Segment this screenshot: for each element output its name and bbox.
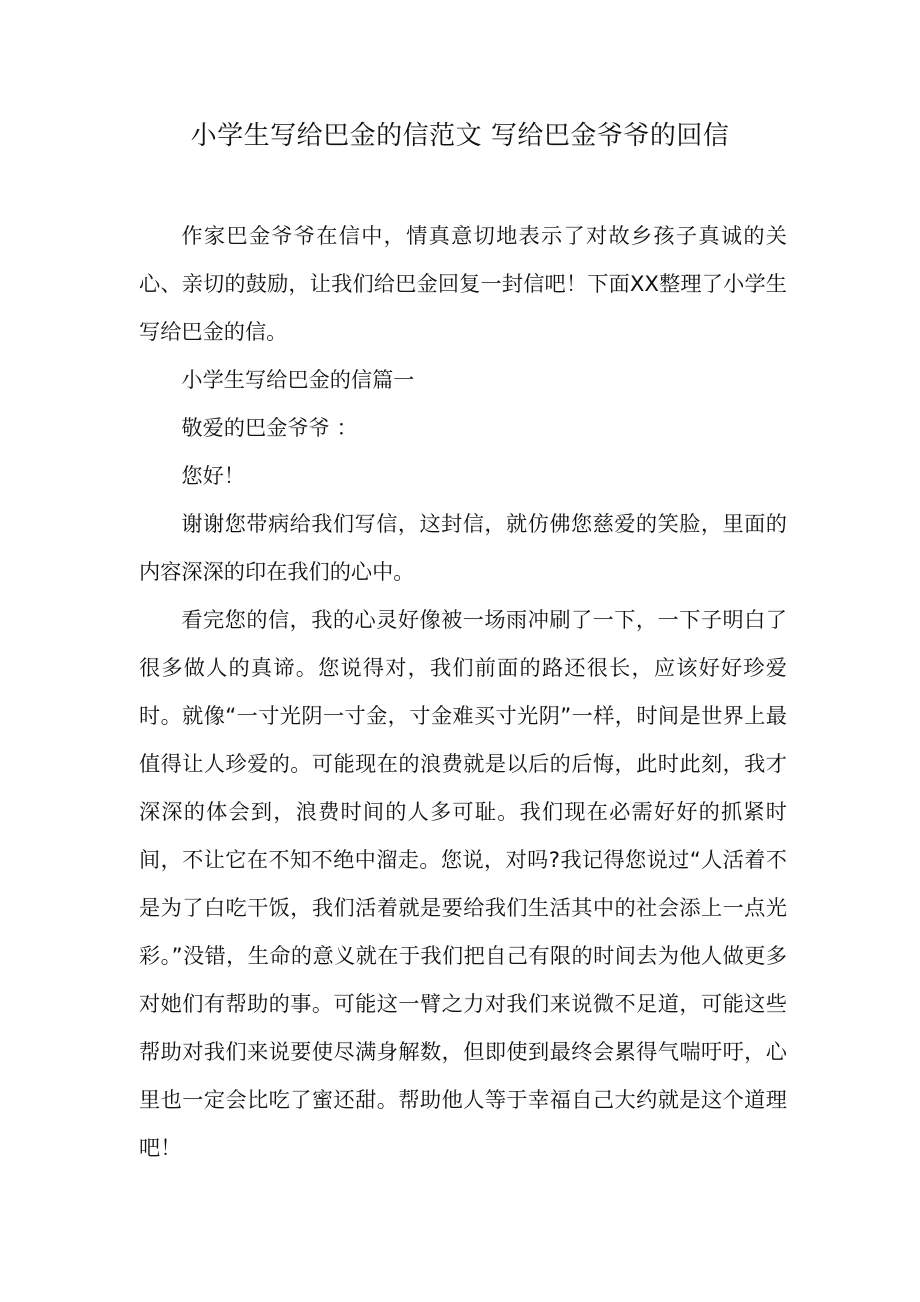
intro-paragraph: 作家巴金爷爷在信中，情真意切地表示了对故乡孩子真诚的关心、亲切的鼓励，让我们给巴金回复一封信吧！下面XX整理了小学生写给巴金的信。 [139, 223, 787, 344]
letter-paragraph: 看完您的信，我的心灵好像被一场雨冲刷了一下，一下子明白了很多做人的真谛。您说得对，我们前面的路还很长，应该好好珍爱时。就像“一寸光阴一寸金，寸金难买寸光阴”一样，时间是世界上最值得让人珍爱的。可能现在的浪费就是以后的后悔，此时此刻，我才深深的体会到，浪费时间的人多可耻。我们现在必需好好的抓紧时间，不让它在不知不绝中溜走。您说，对吗?我记得您说过“人活着不是为了白吃干饭，我们活着就是要给我们生活其中的社会添上一点光彩。”没错，生命的意义就在于我们把自己有限的时间去为他人做更多对她们有帮助的事。可能这一臂之力对我们来说微不足道，可能这些帮助对我们来说要使尽满身解数，但即使到最终会累得气喘吁吁，心里也一定会比吃了蜜还甜。帮助他人等于幸福自己大约就是这个道理吧！ [139, 607, 787, 1160]
letter-greeting: 您好！ [181, 463, 245, 488]
document-title: 小学生写给巴金的信范文 写给巴金爷爷的回信 [190, 121, 730, 151]
document-body [139, 212, 787, 1172]
letter-paragraph: 谢谢您带病给我们写信，这封信，就仿佛您慈爱的笑脸，里面的内容深深的印在我们的心中。 [139, 511, 787, 584]
letter-salutation: 敬爱的巴金爷爷 ： [181, 415, 358, 440]
section-heading: 小学生写给巴金的信篇一 [181, 367, 415, 392]
